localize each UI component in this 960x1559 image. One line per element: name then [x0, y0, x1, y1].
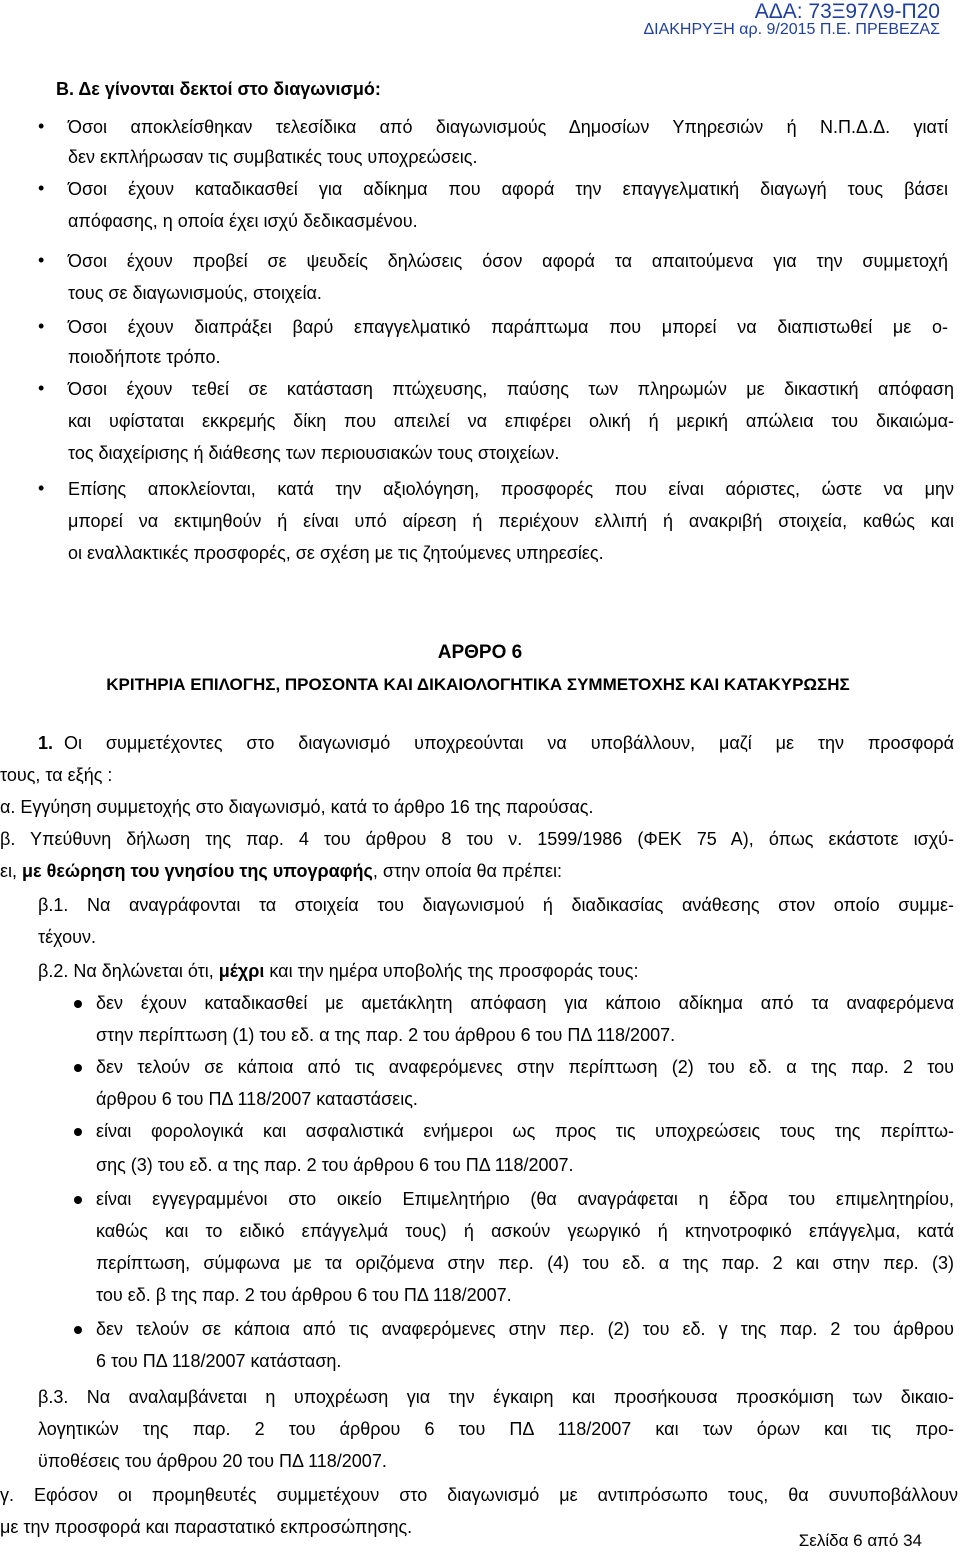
text-bold: με θεώρηση του γνησίου της υπογραφής — [22, 861, 373, 881]
bullet: • — [38, 250, 45, 270]
item-gamma-cont: με την προσφορά και παραστατικό εκπροσώπησης. — [0, 1517, 413, 1537]
text: και την ημέρα υποβολής της προσφοράς τους: — [264, 961, 639, 981]
bullet: • — [38, 478, 45, 498]
bullet — [74, 1196, 82, 1204]
item-beta-cont — [0, 860, 562, 882]
bullet — [74, 1000, 82, 1008]
list-item: Όσοι έχουν διαπράξει βαρύ επαγγελματικό παράπτωμα που μπορεί να διαπιστωθεί με ο- — [68, 317, 948, 337]
sub-item: καθώς και το ειδικό επάγγελμά τους) ή ασκούν γεωργικό ή κτηνοτροφικό επάγγελμα, κατά — [96, 1221, 954, 1241]
sub-item: περίπτωση, σύμφωνα με τα οριζόμενα στην περ. (4) του εδ. α της παρ. 2 και στην περ. (3) — [96, 1253, 954, 1273]
item-b1-cont: τέχουν. — [38, 927, 96, 947]
list-item: μπορεί να εκτιμηθούν ή είναι υπό αίρεση ή περιέχουν ελλιπή ή ανακριβή στοιχεία, καθώς και — [68, 511, 954, 531]
list-item: τος διαχείρισης ή διάθεσης των περιουσιακών τους στοιχείων. — [68, 443, 560, 463]
text-bold: μέχρι — [218, 961, 265, 981]
item-beta: β. Υπεύθυνη δήλωση της παρ. 4 του άρθρου 8 του ν. 1599/1986 (ΦΕΚ 75 Α), όπως εκάστοτε ισχύ- — [0, 829, 954, 849]
sub-item: του εδ. β της παρ. 2 του άρθρου 6 του ΠΔ 118/2007. — [96, 1285, 512, 1305]
text: β.2. Να δηλώνεται ότι, — [38, 961, 219, 981]
list-item: ποιοδήποτε τρόπο. — [68, 347, 221, 367]
bullet: • — [38, 178, 45, 198]
text: ει, — [0, 861, 23, 881]
article-title: ΑΡΘΡΟ 6 — [437, 642, 523, 663]
list-item: Επίσης αποκλείονται, κατά την αξιολόγηση, προσφορές που είναι αόριστες, ώστε να μην — [68, 479, 954, 499]
bullet: • — [38, 316, 45, 336]
sub-item: είναι εγγεγραμμένοι στο οικείο Επιμελητήριο (θα αναγράφεται η έδρα του επιμελητηρίου, — [96, 1189, 954, 1209]
item-gamma: γ. Εφόσον οι προμηθευτές συμμετέχουν στο διαγωνισμό με αντιπρόσωπο τους, θα συνυποβάλλουν — [0, 1485, 958, 1505]
article-subtitle: ΚΡΙΤΗΡΙΑ ΕΠΙΛΟΓΗΣ, ΠΡΟΣΟΝΤΑ ΚΑΙ ΔΙΚΑΙΟΛΟΓΗΤΙΚΑ ΣΥΜΜΕΤΟΧΗΣ ΚΑΙ ΚΑΤΑΚΥΡΩΣΗΣ — [106, 675, 850, 694]
list-item: απόφασης, η οποία έχει ισχύ δεδικασμένου. — [68, 211, 418, 231]
sub-item: είναι φορολογικά και ασφαλιστικά ενήμεροι ως προς τις υποχρεώσεις τους της περίπτω- — [96, 1121, 954, 1141]
item-b3-cont: λογητικών της παρ. 2 του άρθρου 6 του ΠΔ 118/2007 και των όρων και τις προ- — [38, 1419, 954, 1439]
bullet — [74, 1128, 82, 1136]
sub-item: δεν τελούν σε κάποια από τις αναφερόμενες στην περίπτωση (2) του εδ. α της παρ. 2 του — [96, 1057, 954, 1077]
sub-item: άρθρου 6 του ΠΔ 118/2007 καταστάσεις. — [96, 1089, 418, 1109]
text: , στην οποία θα πρέπει: — [372, 861, 563, 881]
item-alpha: α. Εγγύηση συμμετοχής στο διαγωνισμό, κατά το άρθρο 16 της παρούσας. — [0, 797, 594, 817]
list-item: και υφίσταται εκκρεμής δίκη που απειλεί να επιφέρει ολική ή μερική απώλεια του δικαιώμα- — [68, 411, 954, 431]
bullet — [74, 1064, 82, 1072]
sub-item: 6 του ΠΔ 118/2007 κατάσταση. — [96, 1351, 342, 1371]
item-b3-cont: ϋποθέσεις του άρθρου 20 του ΠΔ 118/2007. — [38, 1451, 387, 1471]
list-item: Όσοι έχουν τεθεί σε κατάσταση πτώχευσης, παύσης των πληρωμών με δικαστική απόφαση — [68, 379, 954, 399]
item-b1: β.1. Να αναγράφονται τα στοιχεία του διαγωνισμού ή διαδικασίας ανάθεσης στον οποίο συμμε- — [38, 895, 954, 915]
bullet: • — [38, 378, 45, 398]
bullet: • — [38, 116, 45, 136]
sub-item: δεν τελούν σε κάποια από τις αναφερόμενες στην περ. (2) του εδ. γ της παρ. 2 του άρθρου — [96, 1319, 954, 1339]
sub-item: στην περίπτωση (1) του εδ. α της παρ. 2 του άρθρου 6 του ΠΔ 118/2007. — [96, 1025, 676, 1045]
sub-item: δεν έχουν καταδικασθεί με αμετάκλητη απόφαση για κάποιο αδίκημα από τα αναφερόμενα — [96, 993, 954, 1013]
ada-header: ΑΔΑ: 73Ξ97Λ9-Π20 — [754, 0, 940, 23]
paragraph-text: τους, τα εξής : — [0, 765, 113, 785]
list-item: τους σε διαγωνισμούς, στοιχεία. — [68, 283, 322, 303]
list-item: Όσοι αποκλείσθηκαν τελεσίδικα από διαγωνισμούς Δημοσίων Υπηρεσιών ή Ν.Π.Δ.Δ. γιατί — [68, 117, 948, 137]
paragraph-number: 1. — [38, 733, 54, 753]
list-item: δεν εκπλήρωσαν τις συμβατικές τους υποχρεώσεις. — [68, 147, 478, 167]
paragraph-text: Οι συμμετέχοντες στο διαγωνισμό υποχρεούνται να υποβάλλουν, μαζί με την προσφορά — [64, 733, 954, 753]
list-item: οι εναλλακτικές προσφορές, σε σχέση με τις ζητούμενες υπηρεσίες. — [68, 543, 604, 563]
section-b-heading: Β. Δε γίνονται δεκτοί στο διαγωνισμό: — [56, 79, 381, 99]
sub-item: σης (3) του εδ. α της παρ. 2 του άρθρου 6 του ΠΔ 118/2007. — [96, 1155, 574, 1175]
list-item: Όσοι έχουν προβεί σε ψευδείς δηλώσεις όσον αφορά τα απαιτούμενα για την συμμετοχή — [68, 251, 948, 271]
bullet — [74, 1326, 82, 1334]
list-item: Όσοι έχουν καταδικασθεί για αδίκημα που αφορά την επαγγελματική διαγωγή τους βάσει — [68, 179, 948, 199]
tender-header: ΔΙΑΚΗΡΥΞΗ αρ. 9/2015 Π.Ε. ΠΡΕΒΕΖΑΣ — [643, 21, 940, 38]
page-number: Σελίδα 6 από 34 — [798, 1531, 922, 1550]
item-b2 — [38, 960, 638, 982]
item-b3: β.3. Να αναλαμβάνεται η υποχρέωση για την έγκαιρη και προσήκουσα προσκόμιση των δικαιο- — [38, 1387, 954, 1407]
